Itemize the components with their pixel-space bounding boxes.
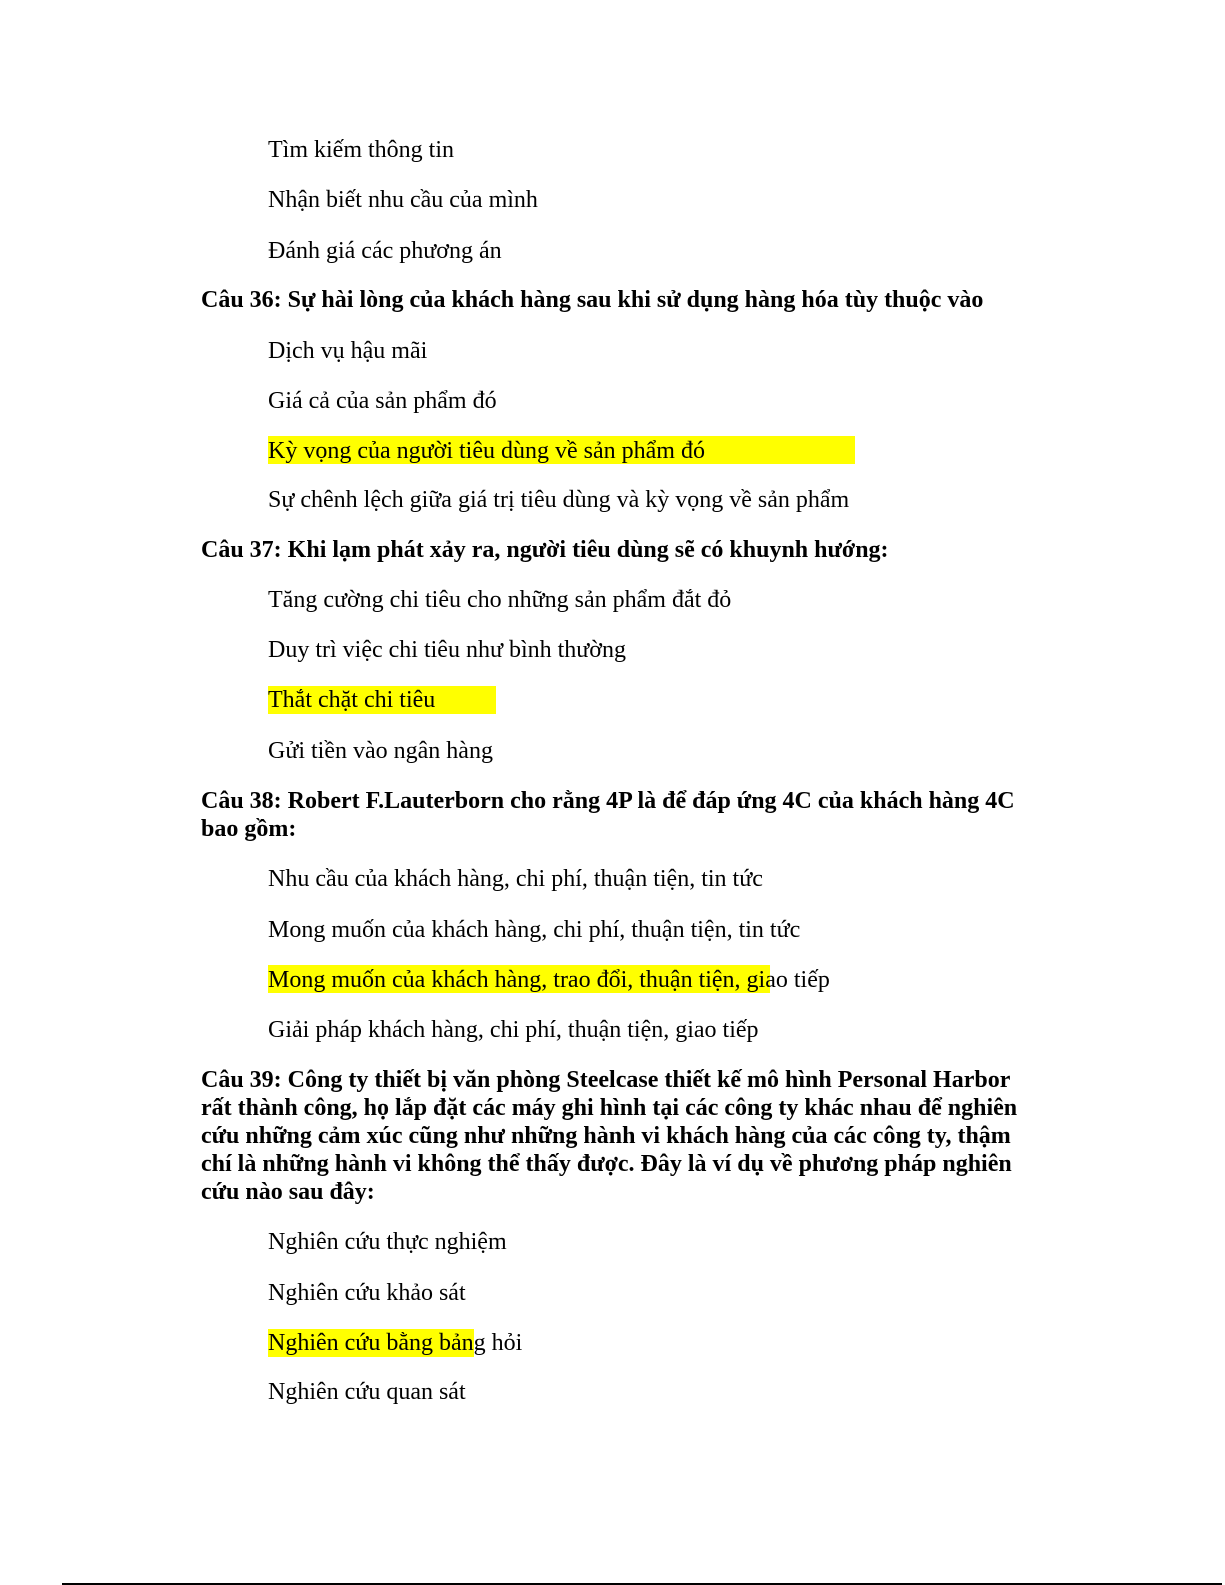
question-39-title-line-5: cứu nào sau đây: — [201, 1179, 375, 1205]
q39-option-a: Nghiên cứu thực nghiệm — [268, 1229, 507, 1255]
q38-option-d: Giải pháp khách hàng, chi phí, thuận tiện, giao tiếp — [268, 1017, 759, 1043]
option-text: Nhận biết nhu cầu của mình — [268, 187, 538, 213]
q37-option-a: Tăng cường chi tiêu cho những sản phẩm đắt đỏ — [268, 587, 732, 613]
q38-option-c-answer: Mong muốn của khách hàng, trao đổi, thuận tiện, giao tiếp — [268, 967, 830, 993]
q39-option-d: Nghiên cứu quan sát — [268, 1379, 466, 1405]
q37-option-d: Gửi tiền vào ngân hàng — [268, 738, 493, 764]
question-38-title-line-1: Câu 38: Robert F.Lauterborn cho rằng 4P là để đáp ứng 4C của khách hàng 4C — [201, 788, 1015, 814]
question-39-title-line-2: rất thành công, họ lắp đặt các máy ghi hình tại các công ty khác nhau để nghiên — [201, 1095, 1018, 1121]
question-38-title-line-2: bao gồm: — [201, 816, 297, 842]
q38-option-b: Mong muốn của khách hàng, chi phí, thuận tiện, tin tức — [268, 917, 801, 943]
q37-option-c-answer: Thắt chặt chi tiêu — [268, 687, 436, 713]
q39-option-b: Nghiên cứu khảo sát — [268, 1280, 466, 1306]
q36-option-b: Giá cả của sản phẩm đó — [268, 388, 497, 414]
q36-option-a: Dịch vụ hậu mãi — [268, 338, 428, 364]
question-39-title-line-3: cứu những cảm xúc cũng như những hành vi khách hàng của các công ty, thậm — [201, 1123, 1011, 1149]
question-37-title: Câu 37: Khi lạm phát xảy ra, người tiêu dùng sẽ có khuynh hướng: — [201, 537, 889, 563]
question-39-title-line-1: Câu 39: Công ty thiết bị văn phòng Steelcase thiết kế mô hình Personal Harbor — [201, 1067, 1011, 1093]
q36-option-c-answer: Kỳ vọng của người tiêu dùng về sản phẩm đó — [268, 438, 705, 464]
q37-option-b: Duy trì việc chi tiêu như bình thường — [268, 637, 626, 663]
q38-option-a: Nhu cầu của khách hàng, chi phí, thuận tiện, tin tức — [268, 866, 763, 892]
option-text: Tìm kiếm thông tin — [268, 137, 454, 163]
q36-option-d: Sự chênh lệch giữa giá trị tiêu dùng và kỳ vọng về sản phẩm — [268, 487, 850, 513]
option-text: Đánh giá các phương án — [268, 238, 502, 264]
question-39-title-line-4: chí là những hành vi không thể thấy được. Đây là ví dụ về phương pháp nghiên — [201, 1151, 1012, 1177]
q39-option-c-answer: Nghiên cứu bằng bảng hỏi — [268, 1330, 523, 1356]
question-36-title: Câu 36: Sự hài lòng của khách hàng sau khi sử dụng hàng hóa tùy thuộc vào — [201, 287, 984, 313]
